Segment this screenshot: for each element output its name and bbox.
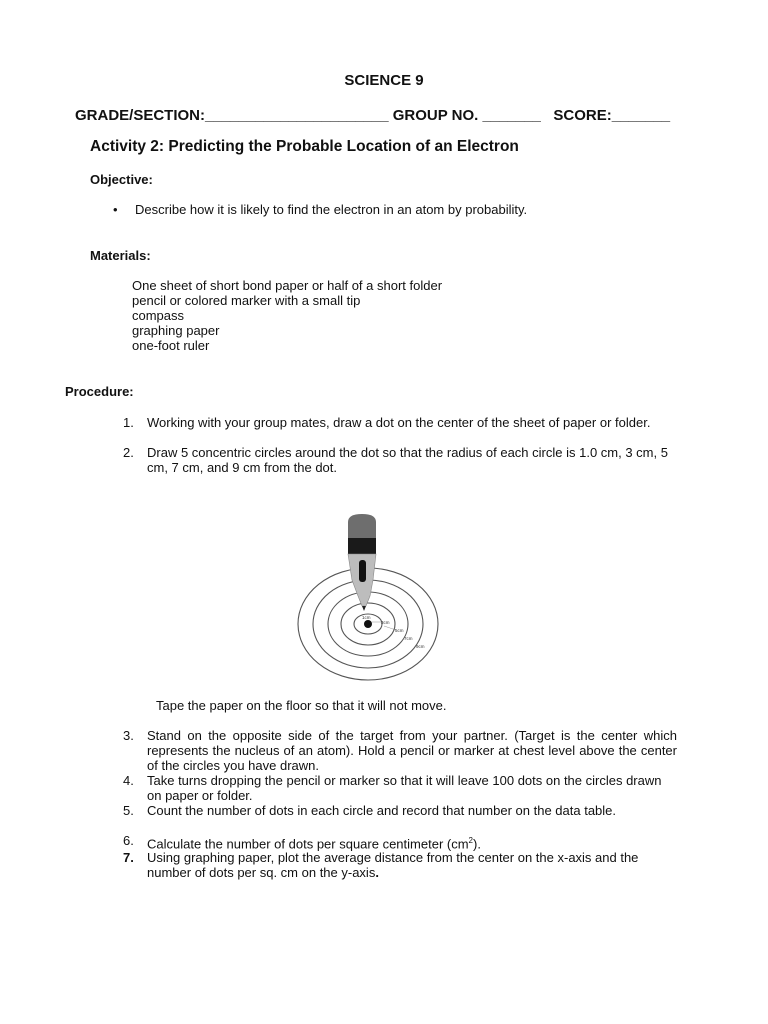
marker-icon (348, 514, 376, 611)
target-diagram (290, 510, 450, 685)
grade-section-label: GRADE/SECTION: (75, 107, 206, 124)
step-text: Using graphing paper, plot the average distance from the center on the x-axis and the number of dots per sq. cm on the y-axis. (147, 850, 639, 880)
material-item: graphing paper (132, 323, 220, 338)
score-label: SCORE: (553, 107, 612, 124)
tape-note: Tape the paper on the floor so that it will not move. (156, 698, 447, 713)
step-text: Count the number of dots in each circle and record that number on the data table. (147, 803, 617, 818)
step-number: 2. (123, 445, 134, 460)
objective-heading: Objective: (90, 172, 153, 187)
step-number: 7. (123, 850, 134, 865)
step-text: Draw 5 concentric circles around the dot so that the radius of each circle is 1.0 cm, 3 cm, 5 cm, 7 cm, and 9 cm from the dot. (147, 445, 668, 475)
material-item: pencil or colored marker with a small tip (132, 293, 361, 308)
step-text: Calculate the number of dots per square centimeter $(cm^2)$. (147, 836, 481, 852)
step-number: 3. (123, 728, 134, 743)
ring-label: 3cm (381, 620, 390, 625)
group-label: GROUP NO. (392, 107, 479, 124)
step-number: 6. (123, 833, 134, 848)
objective-item: Describe how it is likely to find the electron in an atom by probability. (135, 202, 528, 217)
ring-label: 1cm (362, 615, 371, 620)
procedure-heading: Procedure: (65, 384, 134, 399)
material-item: One sheet of short bond paper or half of a short folder (132, 278, 443, 293)
materials-heading: Materials: (90, 248, 151, 263)
subject-title: SCIENCE 9 (344, 72, 424, 89)
center-dot (364, 620, 372, 628)
materials-list (132, 278, 442, 353)
step-number: 5. (123, 803, 134, 818)
ring-label: 9cm (416, 644, 425, 649)
header-fields (75, 107, 735, 124)
step-text: Stand on the opposite side of the target from your partner. (Target is the center which represents the nucleus of an atom). Hold a pencil or marker at chest level above the center of the circles you have drawn. (147, 728, 677, 773)
ring-label: 7cm (404, 636, 413, 641)
step-number: 4. (123, 773, 134, 788)
activity-title: Activity 2: Predicting the Probable Location of an Electron (90, 138, 519, 155)
bullet-icon: • (113, 202, 118, 217)
ring-label: 5cm (395, 628, 404, 633)
grade-section-blank[interactable]: ______________________ (205, 107, 389, 124)
step-text: Working with your group mates, draw a dot on the center of the sheet of paper or folder. (147, 415, 651, 430)
group-blank[interactable]: _______ (482, 107, 541, 124)
step-number: 1. (123, 415, 134, 430)
material-item: one-foot ruler (132, 338, 210, 353)
material-item: compass (132, 308, 185, 323)
score-blank[interactable]: _______ (611, 107, 671, 124)
step-text: Take turns dropping the pencil or marker so that it will leave 100 dots on the circles drawn on paper or folder. (147, 773, 662, 803)
